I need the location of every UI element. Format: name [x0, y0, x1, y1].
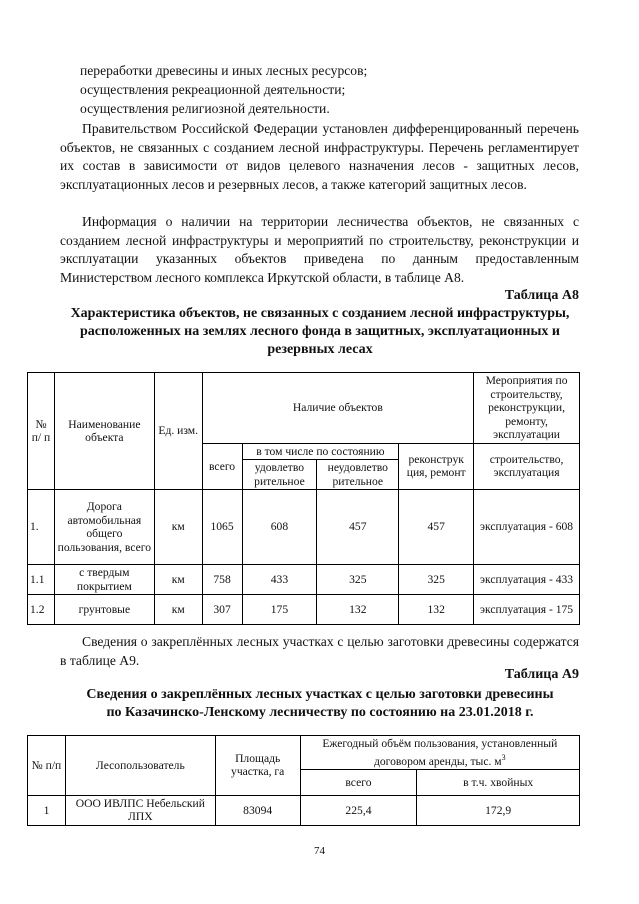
list-item: осуществления рекреационной деятельности;: [80, 82, 346, 97]
table-a8: [27, 372, 580, 625]
paragraph-3: Сведения о закреплённых лесных участках с целью заготовки древесины содержатся в таблице А9.: [60, 634, 579, 668]
paragraph-2: Информация о наличии на территории лесничества объектов, не связанных с созданием лесной инфраструктуры и мероприятий по строительству, реконструкции и эксплуатации указанных объектов приведена по данным предоставленным Министерством лесного комплекса Иркутской области, в таблице А8.: [60, 214, 579, 285]
table-row: 1. Дорога автомобильная общего пользования, всего км 1065 608 457 457 эксплуатация - 608: [28, 490, 580, 565]
header-satisfactory: удовлетво рительное: [242, 460, 317, 490]
header-availability: Наличие объектов: [202, 373, 474, 444]
table-a8-caption: Таблица А8: [504, 288, 579, 303]
a9-header-volume: Ежегодный объём пользования, установленный договором аренды, тыс. $м^3$: [300, 736, 579, 770]
header-including: в том числе по состоянию: [242, 443, 399, 460]
table-a9-title-line2: по Казачинско-Ленскому лесничеству по состоянию на 23.01.2018 г.: [106, 705, 534, 720]
list-item: осуществления религиозной деятельности.: [80, 101, 330, 116]
paragraph-1: Правительством Российской Федерации установлен дифференцированный перечень объектов, не связанных с созданием лесной инфраструктуры. Перечень регламентирует их состав в зависимости от видов целевого назначения лесов - защитных лесов, эксплуатационных лесов и резервных лесов, а также категорий защитных лесов.: [60, 121, 579, 192]
header-unit: Ед. изм.: [154, 373, 202, 490]
a9-header-user: Лесопользователь: [65, 736, 215, 796]
a9-header-area: Площадь участка, га: [215, 736, 300, 796]
header-construction: строительство, эксплуатация: [474, 443, 580, 490]
header-num: № п/ п: [28, 373, 55, 490]
a9-header-num: № п/п: [28, 736, 66, 796]
table-row: 1.1 с твердым покрытием км 758 433 325 325 эксплуатация - 433: [28, 565, 580, 595]
table-a9-caption: Таблица А9: [504, 667, 579, 682]
page-number: 74: [314, 845, 325, 857]
table-a9-title-line1: Сведения о закреплённых лесных участках с целью заготовки древесины: [86, 687, 554, 702]
table-a9: [27, 735, 580, 826]
header-unsatisfactory: неудовлетво рительное: [317, 460, 399, 490]
list-item: переработки древесины и иных лесных ресурсов;: [80, 63, 368, 78]
table-row: 1.2 грунтовые км 307 175 132 132 эксплуатация - 175: [28, 595, 580, 625]
table-a8-title: Характеристика объектов, не связанных с созданием лесной инфраструктуры, расположенных на землях лесного фонда в защитных, эксплуатационных и резервных лесах: [70, 306, 570, 357]
header-reconstruction: реконструк ция, ремонт: [399, 443, 474, 490]
a9-header-total: всего: [300, 769, 417, 795]
header-name: Наименование объекта: [54, 373, 154, 490]
table-row: 1 ООО ИВЛПС Небельский ЛПХ 83094 225,4 172,9: [28, 795, 580, 825]
header-total: всего: [202, 443, 242, 490]
a9-header-coniferous: в т.ч. хвойных: [417, 769, 580, 795]
header-activities: Мероприятия по строительству, реконструкции, ремонту, эксплуатации: [474, 373, 580, 444]
